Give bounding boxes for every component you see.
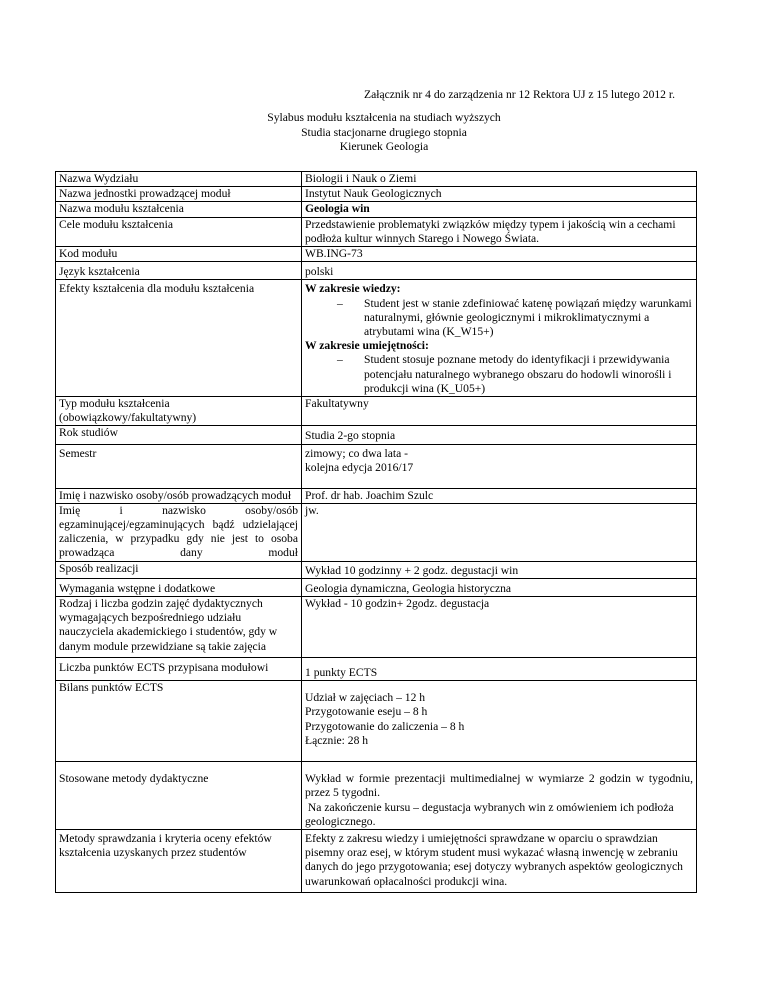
list-item: – Student stosuje poznane metody do identyfikacji i przewidywania potencjału naturalnego wybranego obszaru do hodowli winorośli i produkcji wina (K_U05+) [350, 353, 693, 396]
table-row [56, 561, 697, 578]
row-value: Biologii i Nauk o Ziemi [302, 172, 697, 187]
table-row [56, 172, 697, 187]
row-label: Cele modułu kształcenia [56, 217, 302, 246]
row-label: Metody sprawdzania i kryteria oceny efektów kształcenia uzyskanych przez studentów [56, 829, 302, 892]
table-row [56, 762, 697, 830]
table-row [56, 187, 697, 202]
table-row [56, 397, 697, 426]
row-value: Prof. dr hab. Joachim Szulc [302, 488, 697, 503]
row-value: 1 punkty ECTS [302, 657, 697, 680]
table-row [56, 503, 697, 561]
ects-balance [302, 681, 697, 762]
row-value: Geologia dynamiczna, Geologia historyczna [302, 578, 697, 596]
row-value: Efekty z zakresu wiedzy i umiejętności sprawdzane w oparciu o sprawdzian pisemny oraz esej, w którym student musi wykazać własną inwencję w zebraniu danych do jego przygotowania; esej dotyczy wybranych aspektów geologicznych uwarunkowań opłacalności produkcji wina. [302, 829, 697, 892]
row-label: Sposób realizacji [56, 561, 302, 578]
syllabus-table [55, 171, 697, 893]
table-row [56, 681, 697, 762]
table-row [56, 829, 697, 892]
row-label: Bilans punktów ECTS [56, 681, 302, 762]
learning-outcomes [302, 280, 697, 397]
table-row [56, 488, 697, 503]
balance-line: Przygotowanie eseju – 8 h [305, 705, 428, 719]
row-label: Efekty kształcenia dla modułu kształcenia [56, 280, 302, 397]
methods-text: Wykład w formie prezentacji multimedialnej w wymiarze 2 godzin w tygodniu, przez 5 tygodni. [305, 772, 693, 800]
row-label: Rok studiów [56, 426, 302, 444]
table-row [56, 657, 697, 680]
semester-value [302, 444, 697, 488]
table-row [56, 217, 697, 246]
outcomes-heading-skills: W zakresie umiejętności: [305, 339, 429, 353]
methods-text: Na zakończenie kursu – degustacja wybranych win z omówieniem ich podłoża geologicznego. [305, 800, 677, 828]
row-label: Semestr [56, 444, 302, 488]
table-row [56, 597, 697, 658]
row-value: Wykład - 10 godzin+ 2godz. degustacja [302, 597, 697, 658]
list-item: – Student jest w stanie zdefiniować katenę powiązań między warunkami naturalnymi, głównie geologicznymi i mikroklimatycznymi a atrybutami wina (K_W15+) [350, 297, 693, 340]
table-row [56, 444, 697, 488]
outcomes-list-skills [305, 353, 693, 396]
row-value: WB.ING-73 [302, 247, 697, 262]
annex-reference: Załącznik nr 4 do zarządzenia nr 12 Rektora UJ z 15 lutego 2012 r. [364, 88, 675, 101]
table-row [56, 280, 697, 397]
outcomes-heading-knowledge: W zakresie wiedzy: [305, 282, 401, 296]
document-header [0, 111, 768, 155]
row-label: Język kształcenia [56, 262, 302, 280]
row-label: Rodzaj i liczba godzin zajęć dydaktycznych wymagających bezpośredniego udziału nauczyciela akademickiego i studentów, gdy w danym module przewidziane są takie zajęcia [56, 597, 302, 658]
row-label: Nazwa modułu kształcenia [56, 202, 302, 217]
row-value: Fakultatywny [302, 397, 697, 426]
table-row [56, 247, 697, 262]
header-title: Sylabus modułu kształcenia na studiach wyższych [267, 111, 501, 124]
row-label: Imię i nazwisko osoby/osób prowadzących moduł [56, 488, 302, 503]
row-label: Kod modułu [56, 247, 302, 262]
row-value: Studia 2-go stopnia [302, 426, 697, 444]
row-value: jw. [302, 503, 697, 561]
outcomes-list-knowledge [305, 297, 693, 340]
row-label: Imię i nazwisko osoby/osób egzaminującej/egzaminujących bądź udzielającej zaliczenia, w przypadku gdy nie jest to osoba prowadząca dany moduł [56, 503, 302, 561]
header-study-type: Studia stacjonarne drugiego stopnia [301, 125, 467, 139]
row-label: Nazwa Wydziału [56, 172, 302, 187]
table-row [56, 426, 697, 444]
semester-line: kolejna edycja 2016/17 [305, 460, 414, 474]
row-label: Wymagania wstępne i dodatkowe [56, 578, 302, 596]
row-value: polski [302, 262, 697, 280]
module-name: Geologia win [302, 202, 697, 217]
header-field: Kierunek Geologia [339, 140, 429, 154]
row-value: Przedstawienie problematyki związków między typem i jakością win a cechami podłoża kultur winnych Starego i Nowego Świata. [302, 217, 697, 246]
teaching-methods [302, 762, 697, 830]
row-label: Stosowane metody dydaktyczne [56, 762, 302, 830]
balance-line: Łącznie: 28 h [305, 733, 369, 747]
row-value: Wykład 10 godzinny + 2 godz. degustacji win [302, 561, 697, 578]
row-label: Nazwa jednostki prowadzącej moduł [56, 187, 302, 202]
balance-line: Przygotowanie do zaliczenia – 8 h [305, 719, 465, 733]
row-value: Instytut Nauk Geologicznych [302, 187, 697, 202]
balance-line: Udział w zajęciach – 12 h [305, 691, 426, 705]
table-row [56, 262, 697, 280]
table-row [56, 578, 697, 596]
table-row [56, 202, 697, 217]
semester-line: zimowy; co dwa lata - [305, 446, 409, 460]
row-label: Liczba punktów ECTS przypisana modułowi [56, 657, 302, 680]
row-label: Typ modułu kształcenia (obowiązkowy/fakultatywny) [56, 397, 302, 426]
